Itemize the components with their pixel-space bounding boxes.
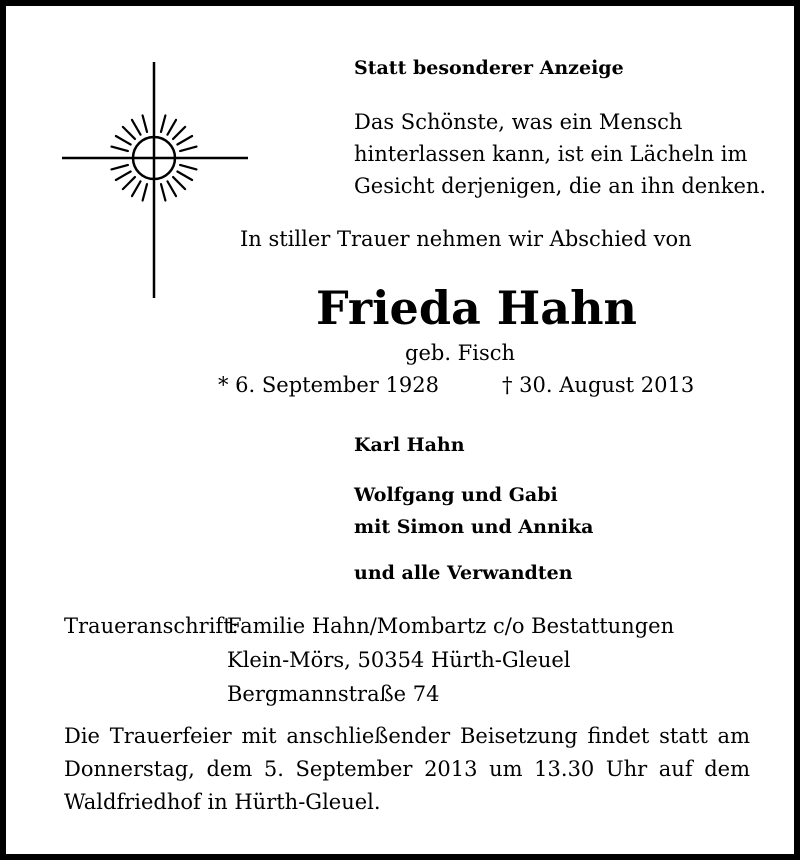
sun-ray xyxy=(168,120,177,135)
sun-ray xyxy=(116,172,131,181)
notice-heading: Statt besonderer Anzeige xyxy=(354,57,624,79)
birth-date: * 6. September 1928 xyxy=(218,373,439,397)
ceremony-line: Die Trauerfeier mit anschließender Beisetzung findet statt am xyxy=(64,724,750,748)
sun-ray xyxy=(168,181,177,196)
sun-cross-icon xyxy=(56,56,256,306)
sun-ray xyxy=(180,147,196,151)
sun-ray xyxy=(116,136,131,145)
mourner-name: und alle Verwandten xyxy=(354,562,573,584)
quote-line: Das Schönste, was ein Mensch xyxy=(354,110,683,134)
ceremony-line: Waldfriedhof in Hürth-Gleuel. xyxy=(64,790,381,814)
mourner-name: mit Simon und Annika xyxy=(354,516,594,538)
sun-ray xyxy=(177,136,192,145)
address-line: Familie Hahn/Mombartz c/o Bestattungen xyxy=(227,614,675,638)
mourner-name: Karl Hahn xyxy=(354,434,465,456)
sun-ray xyxy=(123,177,135,189)
sun-ray xyxy=(112,147,128,151)
death-date: † 30. August 2013 xyxy=(502,373,695,397)
sun-ray xyxy=(112,165,128,169)
sun-ray xyxy=(161,116,165,132)
sun-ray xyxy=(177,172,192,181)
sun-ray xyxy=(132,120,141,135)
sun-ray xyxy=(143,116,147,132)
sun-ray xyxy=(132,181,141,196)
ceremony-line: Donnerstag, dem 5. September 2013 um 13.30 Uhr auf dem xyxy=(64,757,750,781)
sun-ray xyxy=(180,165,196,169)
address-label: Traueranschrift: xyxy=(64,614,239,638)
sun-ray xyxy=(143,184,147,200)
quote-line: hinterlassen kann, ist ein Lächeln im xyxy=(354,142,748,166)
sun-ray xyxy=(173,177,185,189)
mourner-name: Wolfgang und Gabi xyxy=(354,484,558,506)
intro-text: In stiller Trauer nehmen wir Abschied von xyxy=(240,227,692,251)
quote-line: Gesicht derjenigen, die an ihn denken. xyxy=(354,174,767,198)
ceremony-text xyxy=(64,720,750,819)
sun-ray xyxy=(173,127,185,139)
address-line: Bergmannstraße 74 xyxy=(227,682,440,706)
sun-ray xyxy=(123,127,135,139)
address-line: Klein-Mörs, 50354 Hürth-Gleuel xyxy=(227,648,571,672)
deceased-name: Frieda Hahn xyxy=(316,281,637,335)
sun-ray xyxy=(161,184,165,200)
maiden-name: geb. Fisch xyxy=(405,341,516,365)
